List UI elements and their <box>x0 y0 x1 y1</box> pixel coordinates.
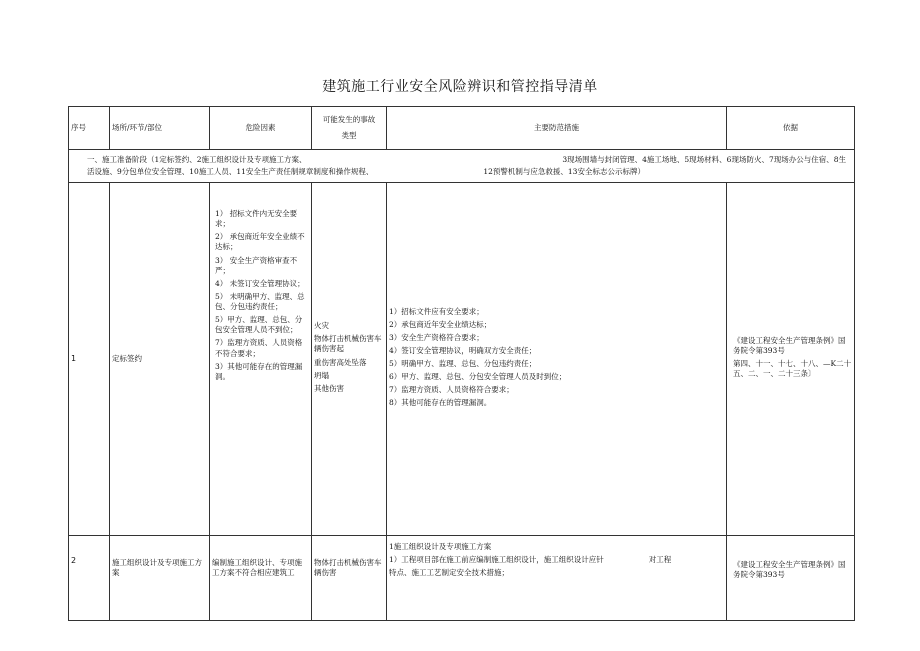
measure-item: 1施工组织设计及专项施工方案 <box>389 542 492 551</box>
header-accident-line2: 类型 <box>341 131 357 140</box>
stage-line2a: 活设施、9分包单位安全管理、10施工人员、11安全生产责任制规章制度和操作规程、 <box>87 167 374 176</box>
header-accident <box>312 107 387 150</box>
measure-item: 6）甲方、监理、总包、分包安全管理人员及时到位； <box>389 372 567 382</box>
hazard-item: 3）其他可能存在的管理漏洞。 <box>215 361 303 381</box>
header-seq: 序号 <box>69 107 110 150</box>
row-measures <box>387 183 727 536</box>
measure-item: 7）监理方资质、人员资格符合要求； <box>389 385 514 395</box>
measure-item: 特点、施工工艺制定安全技术措施； <box>389 568 509 578</box>
row-basis <box>727 183 855 536</box>
accident-item: 重伤害高处坠落 <box>314 357 367 367</box>
table-row <box>69 183 855 536</box>
header-row <box>69 107 855 150</box>
page-title: 建筑施工行业安全风险辨识和管控指导清单 <box>322 79 598 95</box>
basis-item: 第四、十一、十七、十八、—K二十五、二、一、二十三条〕 <box>733 359 852 379</box>
row-measures <box>387 536 727 621</box>
header-measures: 主要防范措施 <box>387 107 727 150</box>
header-hazard: 危险因素 <box>210 107 312 150</box>
hazard-item: 1） 招标文件内无安全要求； <box>215 209 298 229</box>
stage-line1b: 3现场围墙与封闭管理、4施工场地、5现场材料、6现场防火、7现场办公与住宿、8生 <box>562 154 846 164</box>
basis-item: 《建设工程安全生产管理条例》国务院令第393号 <box>733 335 846 355</box>
row-hazard: 编制施工组织设计、专项施工方案不符合相应建筑工 <box>210 536 312 621</box>
row-accidents <box>312 183 387 536</box>
hazard-item: 5） 未明确甲方、监理、总包、分包违约责任； <box>215 291 305 311</box>
hazard-item: 7）监理方资质、人员资格不符合要求； <box>215 338 303 358</box>
hazard-item: 2） 承包商近年安全业绩不达标； <box>215 232 305 252</box>
measure-item: 3）安全生产资格符合要求； <box>389 332 484 342</box>
measure-item: 1）工程项目部在施工前应编制施工组织设计，施工组织设计应针 对工程 <box>389 555 672 565</box>
accident-item: 火灾 <box>314 321 329 331</box>
row-hazards <box>210 183 312 536</box>
risk-table <box>68 106 855 621</box>
accident-item: 坍塌 <box>314 370 329 380</box>
row-accident: 物体打击机械伤害车辆伤害 <box>312 536 387 621</box>
measure-item: 2）承包商近年安全业绩达标； <box>389 319 492 329</box>
measure-item: 8）其他可能存在的管理漏洞。 <box>389 398 492 408</box>
measure-item: 1）招标文件应有安全要求； <box>389 306 484 316</box>
stage-row <box>69 150 855 183</box>
stage-line1a: 一、施工准备阶段（1定标签约、2施工组织设计及专项施工方案、 <box>87 154 307 164</box>
stage-line2b: 12预警机制与应急救援、13安全标志公示标牌） <box>483 167 645 176</box>
accident-item: 物体打击机械伤害车辆伤害起 <box>314 334 382 354</box>
header-basis: 依据 <box>727 107 855 150</box>
header-accident-line1: 可能发生的事故 <box>322 114 376 124</box>
header-place: 场所/环节/部位 <box>110 107 210 150</box>
hazard-item: 4） 未签订安全管理协议； <box>215 278 305 288</box>
accident-item: 其他伤害 <box>314 383 344 393</box>
measure-item: 5）明确甲方、监理、总包、分包违约责任； <box>389 359 537 368</box>
hazard-item: 5）甲方、监理、总包、分包安全管理人员不到位； <box>215 315 303 335</box>
row-basis: 《建设工程安全生产管理条例》国务院令第393号 <box>727 536 855 621</box>
row-seq: 1 <box>69 183 110 536</box>
stage-cell <box>69 150 855 183</box>
row-place: 施工组织设计及专项施工方案 <box>110 536 210 621</box>
table-row <box>69 536 855 621</box>
hazard-item: 3） 安全生产资格审查不严； <box>215 255 298 275</box>
row-seq: 2 <box>69 536 110 621</box>
row-place: 定标签约 <box>110 183 210 536</box>
measure-item: 4）签订安全管理协议，明确双方安全责任； <box>389 345 537 355</box>
